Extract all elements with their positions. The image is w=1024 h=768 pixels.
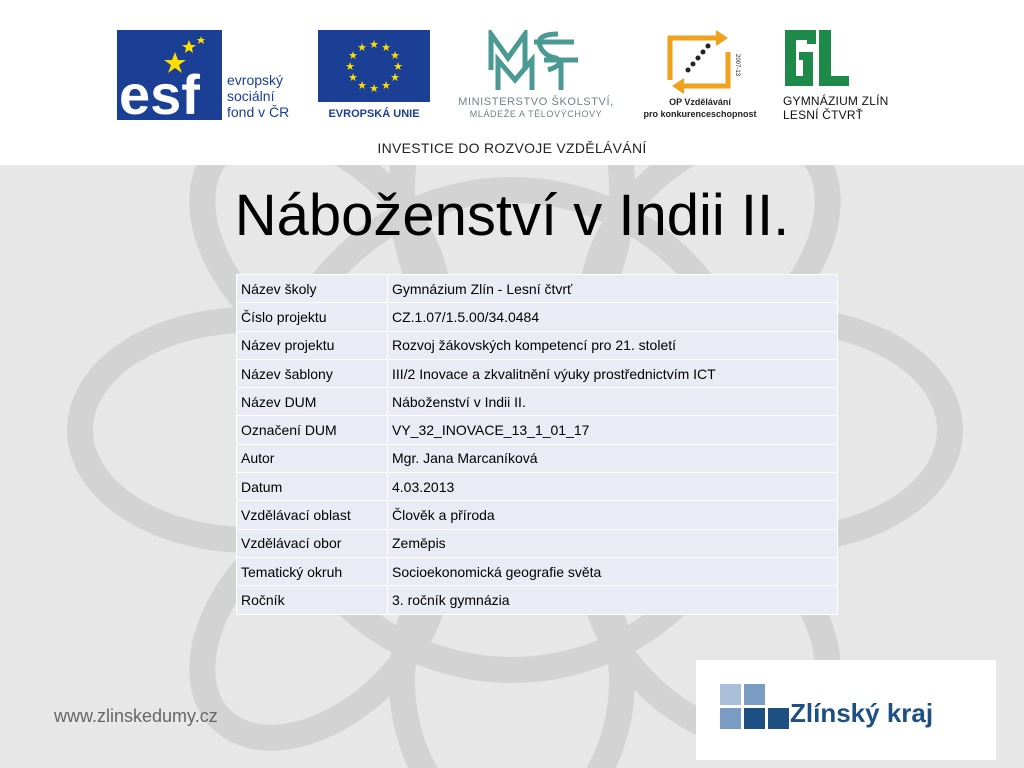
svg-text:★: ★ bbox=[357, 41, 367, 54]
row-value: 4.03.2013 bbox=[388, 473, 838, 501]
msmt-logo bbox=[436, 30, 636, 126]
svg-text:2007-13: 2007-13 bbox=[734, 54, 740, 77]
svg-text:★: ★ bbox=[348, 71, 358, 84]
esf-text-line-2: sociální bbox=[227, 88, 275, 104]
row-value: Mgr. Jana Marcaníková bbox=[388, 444, 838, 472]
row-key: Ročník bbox=[237, 586, 388, 614]
svg-text:★: ★ bbox=[369, 38, 379, 51]
row-key: Název projektu bbox=[237, 331, 388, 359]
row-key: Autor bbox=[237, 444, 388, 472]
esf-mark-icon bbox=[117, 30, 222, 120]
esf-text-line-1: evropský bbox=[227, 72, 284, 88]
msmt-mark-icon bbox=[436, 30, 636, 94]
msmt-caption-line-1: MINISTERSTVO ŠKOLSTVÍ, bbox=[458, 96, 614, 108]
row-value: CZ.1.07/1.5.00/34.0484 bbox=[388, 303, 838, 331]
svg-text:★: ★ bbox=[357, 79, 367, 92]
table-row bbox=[237, 303, 838, 331]
msmt-caption-line-2: MLÁDEŽE A TĚLOVÝCHOVY bbox=[469, 109, 603, 119]
row-key: Název DUM bbox=[237, 388, 388, 416]
op-vzdelavani-logo bbox=[640, 30, 760, 126]
gymnazium-logo bbox=[783, 28, 913, 128]
gl-caption-line-1: GYMNÁZIUM ZLÍN bbox=[783, 94, 889, 108]
svg-text:★: ★ bbox=[348, 49, 358, 62]
row-value: III/2 Inovace a zkvalitnění výuky prostřednictvím ICT bbox=[388, 359, 838, 387]
table-row bbox=[237, 388, 838, 416]
info-table bbox=[236, 274, 838, 615]
row-value: Gymnázium Zlín - Lesní čtvrť bbox=[388, 275, 838, 303]
row-key: Tematický okruh bbox=[237, 557, 388, 585]
row-key: Číslo projektu bbox=[237, 303, 388, 331]
esf-text-line-3: fond v ČR bbox=[227, 104, 290, 120]
page-title: Náboženství v Indii II. bbox=[234, 183, 790, 248]
table-row bbox=[237, 275, 838, 303]
table-row bbox=[237, 473, 838, 501]
table-row bbox=[237, 331, 838, 359]
gl-mark-icon bbox=[783, 28, 853, 88]
table-row bbox=[237, 501, 838, 529]
gl-caption-line-2: LESNÍ ČTVRŤ bbox=[783, 108, 864, 122]
row-key: Datum bbox=[237, 473, 388, 501]
svg-text:★: ★ bbox=[345, 60, 355, 73]
svg-text:esf: esf bbox=[119, 63, 200, 120]
row-key: Název šablony bbox=[237, 359, 388, 387]
zlinsky-kraj-logo bbox=[696, 660, 996, 760]
table-row bbox=[237, 529, 838, 557]
table-row bbox=[237, 359, 838, 387]
row-key: Označení DUM bbox=[237, 416, 388, 444]
eu-logo bbox=[318, 30, 430, 122]
gl-caption bbox=[783, 94, 913, 122]
svg-text:★: ★ bbox=[369, 82, 379, 95]
svg-text:★: ★ bbox=[393, 60, 403, 73]
row-value: VY_32_INOVACE_13_1_01_17 bbox=[388, 416, 838, 444]
op-caption-line-2: pro konkurenceschopnost bbox=[643, 109, 757, 119]
table-row bbox=[237, 416, 838, 444]
row-value: Rozvoj žákovských kompetencí pro 21. století bbox=[388, 331, 838, 359]
svg-text:★: ★ bbox=[390, 49, 400, 62]
op-caption bbox=[640, 96, 760, 120]
svg-text:★: ★ bbox=[381, 41, 391, 54]
row-value: Socioekonomická geografie světa bbox=[388, 557, 838, 585]
table-row bbox=[237, 557, 838, 585]
investice-tagline: INVESTICE DO ROZVOJE VZDĚLÁVÁNÍ bbox=[377, 140, 647, 156]
table-row bbox=[237, 444, 838, 472]
zk-text: Zlínský kraj bbox=[790, 698, 934, 728]
eu-caption: EVROPSKÁ UNIE bbox=[328, 108, 420, 120]
svg-text:★: ★ bbox=[390, 71, 400, 84]
row-key: Název školy bbox=[237, 275, 388, 303]
website-link[interactable]: www.zlinskedumy.cz bbox=[54, 706, 218, 726]
op-mark-icon bbox=[640, 30, 760, 94]
row-value: 3. ročník gymnázia bbox=[388, 586, 838, 614]
eu-flag-icon bbox=[318, 30, 430, 102]
row-value: Zeměpis bbox=[388, 529, 838, 557]
op-caption-line-1: OP Vzdělávání bbox=[669, 97, 731, 107]
row-key: Vzdělávací oblast bbox=[237, 501, 388, 529]
row-key: Vzdělávací obor bbox=[237, 529, 388, 557]
table-row bbox=[237, 586, 838, 614]
esf-logo bbox=[117, 30, 307, 122]
svg-text:★: ★ bbox=[381, 79, 391, 92]
row-value: Člověk a příroda bbox=[388, 501, 838, 529]
msmt-caption bbox=[436, 96, 636, 120]
row-value: Náboženství v Indii II. bbox=[388, 388, 838, 416]
